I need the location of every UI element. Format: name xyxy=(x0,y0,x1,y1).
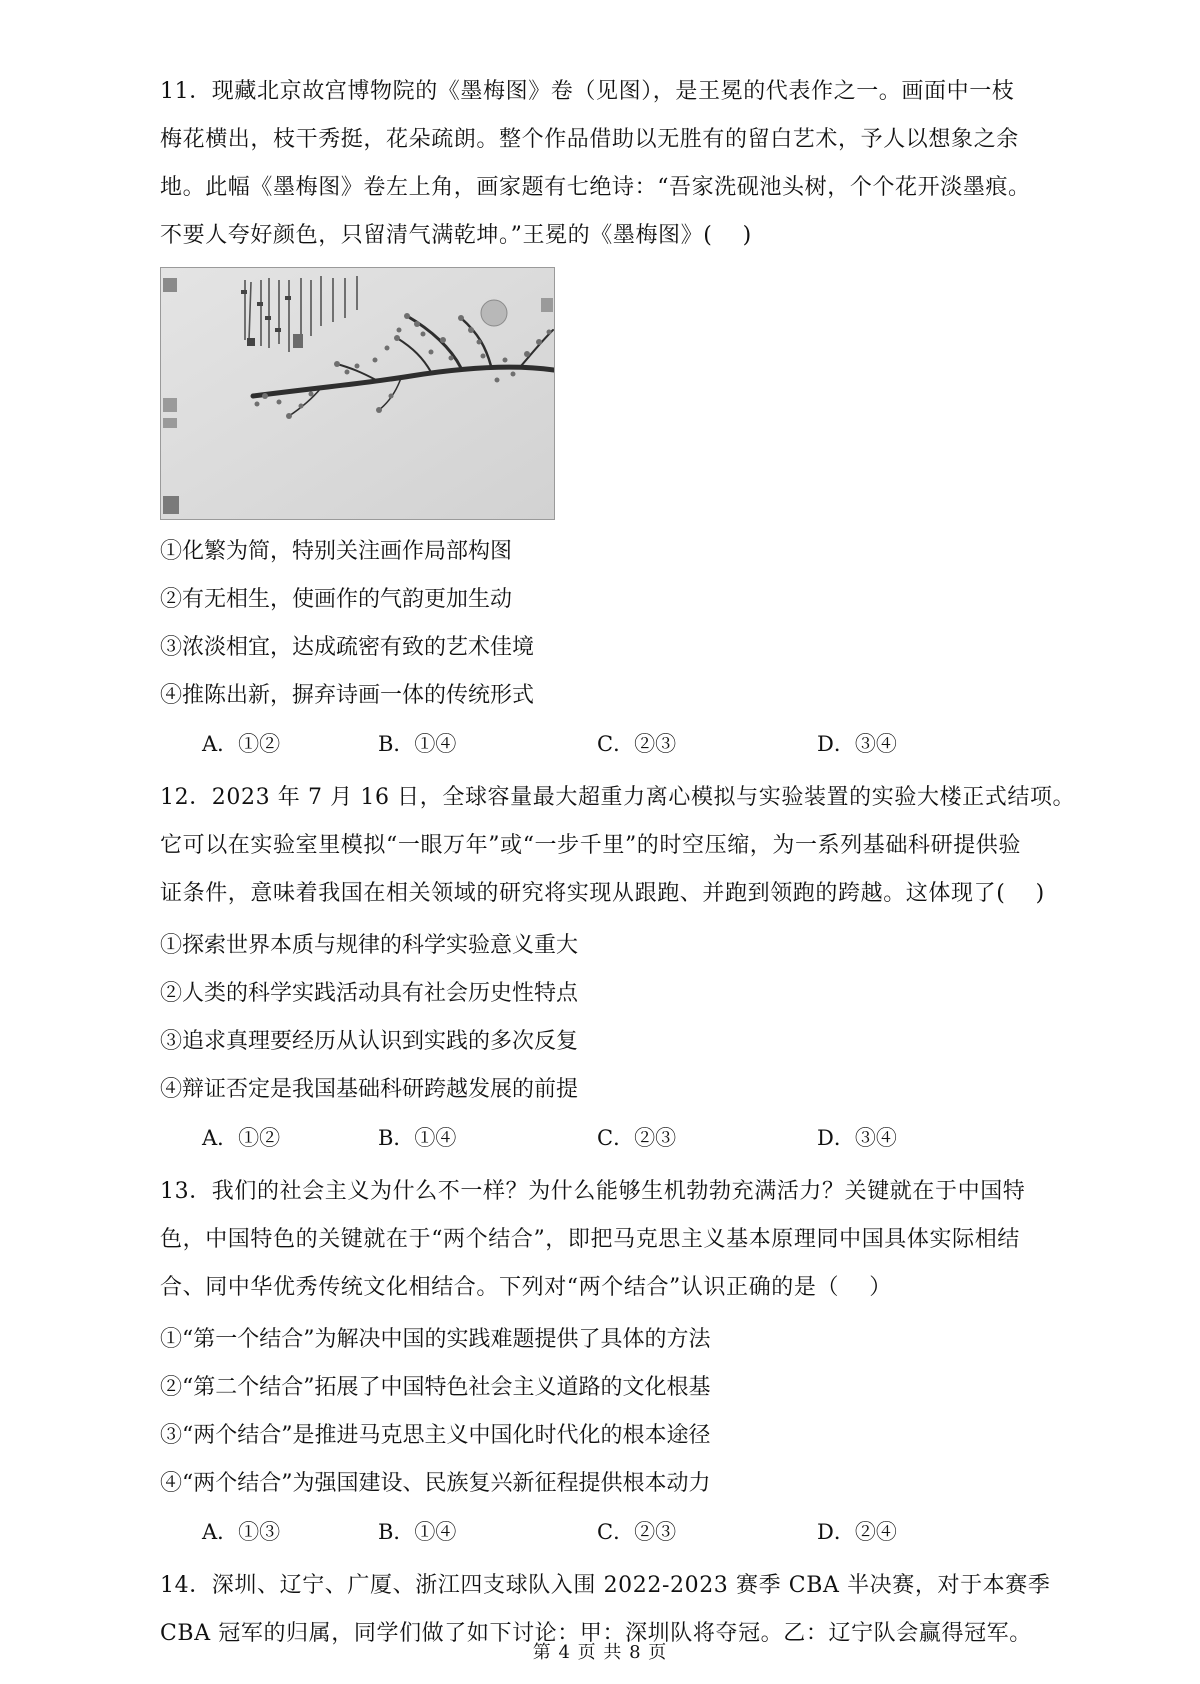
question-text-line: 12．2023 年 7 月 16 日，全球容量最大超重力离心模拟与实验装置的实验大楼正式结项。 xyxy=(160,785,1076,810)
answer-choices xyxy=(160,1508,1030,1556)
statement-option-4: ④辩证否定是我国基础科研跨越发展的前提 xyxy=(160,1077,579,1102)
answer-choices xyxy=(160,720,1030,768)
question-text-line: 14．深圳、辽宁、广厦、浙江四支球队入围 2022-2023 赛季 CBA 半决赛，对于本赛季 xyxy=(160,1573,1051,1598)
question-12-stem xyxy=(160,774,1076,918)
question-text-line: 地。此幅《墨梅图》卷左上角，画家题有七绝诗：“吾家洗砚池头树，个个花开淡墨痕。 xyxy=(160,175,1031,200)
choice-b: B．①④ xyxy=(378,1126,457,1150)
statement-option-1: ①“第一个结合”为解决中国的实践难题提供了具体的方法 xyxy=(160,1327,711,1352)
question-11-stem xyxy=(160,68,1030,260)
question-13-stem xyxy=(160,1168,1030,1312)
statement-option-2: ②有无相生，使画作的气韵更加生动 xyxy=(160,587,513,612)
choice-d: D．②④ xyxy=(817,1520,897,1544)
page-number-footer: 第 4 页 共 8 页 xyxy=(532,1642,668,1663)
question-text-line: CBA 冠军的归属，同学们做了如下讨论：甲：深圳队将夺冠。乙：辽宁队会赢得冠军。 xyxy=(160,1621,1032,1646)
answer-choices xyxy=(160,1114,1030,1162)
statement-option-4: ④推陈出新，摒弃诗画一体的传统形式 xyxy=(160,683,535,708)
question-13-options xyxy=(160,1316,1030,1556)
choice-c: C．②③ xyxy=(597,1126,677,1150)
choice-a: A．①② xyxy=(202,732,281,756)
choice-a: A．①② xyxy=(202,1126,281,1150)
statement-option-1: ①化繁为简，特别关注画作局部构图 xyxy=(160,539,513,564)
question-text-line: 合、同中华优秀传统文化相结合。下列对“两个结合”认识正确的是（ ） xyxy=(160,1275,892,1300)
question-text-line: 它可以在实验室里模拟“一眼万年”或“一步千里”的时空压缩，为一系列基础科研提供验 xyxy=(160,833,1021,858)
choice-d: D．③④ xyxy=(817,1126,897,1150)
question-text-line: 不要人夸好颜色，只留清气满乾坤。”王冕的《墨梅图》( ) xyxy=(160,223,752,248)
question-text-line: 11．现藏北京故宫博物院的《墨梅图》卷（见图），是王冕的代表作之一。画面中一枝 xyxy=(160,79,1015,104)
question-text-line: 色，中国特色的关键就在于“两个结合”，即把马克思主义基本原理同中国具体实际相结 xyxy=(160,1227,1020,1252)
choice-b: B．①④ xyxy=(378,1520,457,1544)
question-text-line: 证条件，意味着我国在相关领域的研究将实现从跟跑、并跑到领跑的跨越。这体现了( ) xyxy=(160,881,1045,906)
statement-option-4: ④“两个结合”为强国建设、民族复兴新征程提供根本动力 xyxy=(160,1471,711,1496)
statement-option-1: ①探索世界本质与规律的科学实验意义重大 xyxy=(160,933,579,958)
question-text-line: 13．我们的社会主义为什么不一样？为什么能够生机勃勃充满活力？关键就在于中国特 xyxy=(160,1179,1026,1204)
choice-c: C．②③ xyxy=(597,732,677,756)
statement-option-3: ③追求真理要经历从认识到实践的多次反复 xyxy=(160,1029,579,1054)
statement-option-3: ③浓淡相宜，达成疏密有致的艺术佳境 xyxy=(160,635,535,660)
plum-blossom-painting-image xyxy=(160,267,555,520)
statement-option-2: ②“第二个结合”拓展了中国特色社会主义道路的文化根基 xyxy=(160,1375,711,1400)
statement-option-2: ②人类的科学实践活动具有社会历史性特点 xyxy=(160,981,579,1006)
choice-b: B．①④ xyxy=(378,732,457,756)
question-11-options xyxy=(160,528,1030,768)
question-12-options xyxy=(160,922,1030,1162)
choice-a: A．①③ xyxy=(202,1520,281,1544)
statement-option-3: ③“两个结合”是推进马克思主义中国化时代化的根本途径 xyxy=(160,1423,711,1448)
choice-c: C．②③ xyxy=(597,1520,677,1544)
choice-d: D．③④ xyxy=(817,732,897,756)
question-text-line: 梅花横出，枝干秀挺，花朵疏朗。整个作品借助以无胜有的留白艺术，予人以想象之余 xyxy=(160,127,1019,152)
